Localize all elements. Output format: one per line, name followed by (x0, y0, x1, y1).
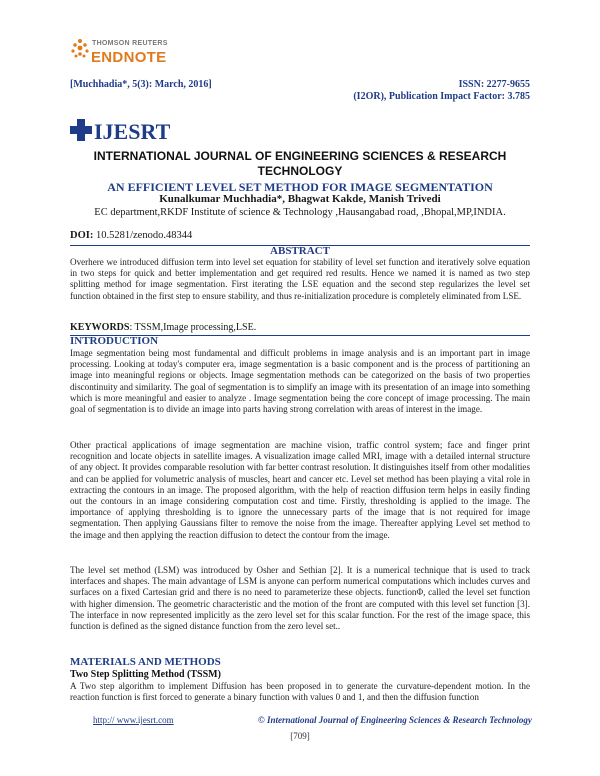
doi-line (70, 230, 192, 241)
citation-header: [Muchhadia*, 5(3): March, 2016] (70, 79, 212, 90)
journal-short-text: IJESRT (94, 119, 171, 144)
plus-icon (70, 119, 92, 141)
introduction-paragraph-2: Other practical applications of image segmentation are machine vision, traffic control system; face and finger print recognition and locate objects in satellite images. A visualization image called MRI, image with a detailed internal structure of any object. It provides comparable resolution with far better contrast resolution. It distinguishes itself from other modalities and can be applied for volumetric analysis of muscles, heart and cancer etc. Level set method has been playing a vital role in extracting the contours in an image. The proposed algorithm, with the help of reaction diffusion term helps in easily finding out the contours in an image considering computation cost and time. Firstly, thresholding is applied to the image. The importance of applying thresholding is to ignore the unnecessary parts of the image that is not required for image segmentation. Then applying Gaussians filter to remove the noise from the image. Thereafter applying Level set method to the image and then applying the reaction diffusion to detect the contour from the image. (70, 440, 530, 540)
abstract-heading: ABSTRACT (270, 245, 330, 257)
abstract-text: Overhere we introduced diffusion term into level set equation for stability of level set function and iteratively solve equation in two steps for quick and better implementation and get required red results. Hence we named it is named as two step splitting method for image segmentation. First iterating the LSE equation and the second step regularizes the level set function obtained in the first step to ensure stability, and thus re-initialization procedure is completely eliminated from LSE. (70, 257, 530, 301)
article-title: AN EFFICIENT LEVEL SET METHOD FOR IMAGE SEGMENTATION (107, 180, 493, 194)
copyright-text: © International Journal of Engineering Sciences & Research Technology (258, 715, 532, 725)
journal-url-text[interactable]: http:// www.ijesrt.com (93, 715, 174, 725)
journal-name-line1: INTERNATIONAL JOURNAL OF ENGINEERING SCIENCES & RESEARCH (93, 149, 507, 163)
article-affiliation: EC department,RKDF Institute of science & Technology ,Hausangabad road, ,Bhopal,MP,INDIA. (94, 207, 506, 218)
introduction-paragraph-1: Image segmentation being most fundamental and difficult problems in image analysis and is an important part in image processing. Looking at today's computer era, image segmentation is a basic component and is the process of partitioning an image into meaningful regions or objects. Image segmentation methods can be categorized on the basis of two properties discontinuity and similarity. The goal of segmentation is to simplify an image with its presentation of an image into something which is more meaningful and easier to analyze . Image segmentation being the core concept of image processing. The main goal of segmentation is to divide an image into parts having strong correlation with areas of interest in the image. (70, 348, 530, 415)
doi-label: DOI: (70, 230, 94, 241)
issn-header: ISSN: 2277-9655 (458, 79, 530, 90)
methods-subheading: Two Step Splitting Method (TSSM) (70, 669, 221, 680)
keywords-text: : TSSM,Image processing,LSE. (129, 322, 257, 333)
logo-brand-main: ENDNOTE (91, 49, 167, 66)
journal-url-link[interactable] (93, 715, 174, 725)
introduction-heading: INTRODUCTION (70, 335, 159, 347)
journal-name-line2: TECHNOLOGY (257, 164, 343, 178)
article-authors: Kunalkumar Muchhadia*, Bhagwat Kakde, Manish Trivedi (159, 193, 441, 205)
keywords-line (70, 322, 256, 333)
logo-brand-top: THOMSON REUTERS (92, 40, 168, 47)
page-number: [709] (290, 731, 310, 741)
keywords-label: KEYWORDS (70, 322, 130, 333)
impact-factor-header: (I2OR), Publication Impact Factor: 3.785 (353, 91, 530, 102)
endnote-logo-icon (70, 37, 90, 63)
methods-heading: MATERIALS AND METHODS (70, 656, 221, 668)
doi-value: 10.5281/zenodo.48344 (95, 230, 193, 241)
methods-paragraph-1: A Two step algorithm to implement Diffusion has been proposed in to generate the curvature-dependent motion. In the reaction function is first forced to generate a binary function with values 0 and 1, and then the diffusion function (70, 681, 530, 703)
introduction-paragraph-3: The level set method (LSM) was introduced by Osher and Sethian [2]. It is a numerical technique that is used to track interfaces and shapes. The main advantage of LSM is anyone can perform numerical computations which includes curves and surfaces on a fixed Cartesian grid and there is no need to parameterize these objects. functionΦ, called the level set function with higher dimension. The geometric characteristic and the motion of the front are computed with this level set function [3]. The interface in now represented implicitly as the zero level set for this scalar function. For the rest of the image space, this function is defined as the signed distance function from the zero level set.. (70, 565, 530, 632)
journal-short-title (70, 117, 170, 145)
